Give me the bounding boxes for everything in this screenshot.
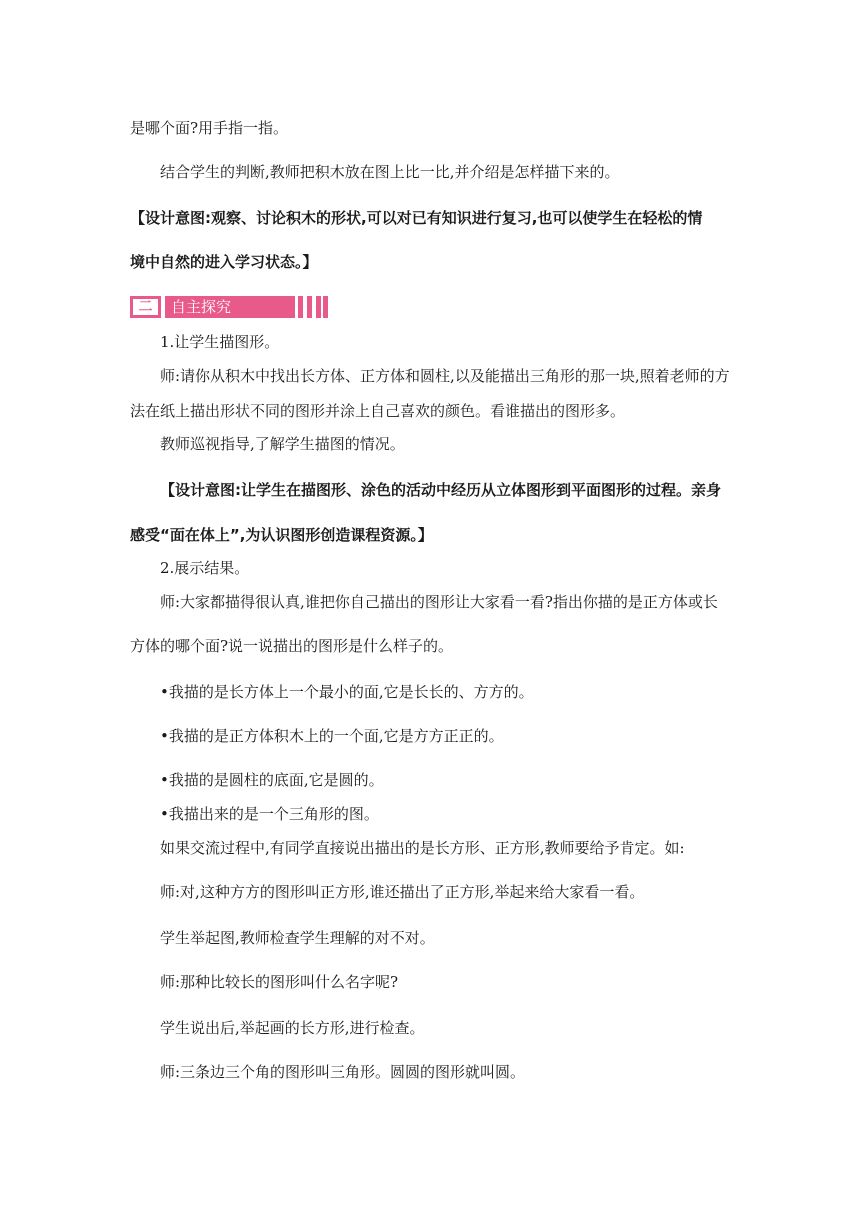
student-answer-2: •我描的是正方体积木上的一个面,它是方方正正的。: [160, 727, 504, 745]
student-answer-3: •我描的是圆柱的底面,它是圆的。: [160, 771, 384, 789]
section-title: 自主探究: [165, 296, 295, 318]
step-2-heading: 2.展示结果。: [160, 559, 250, 577]
section-header: [130, 296, 328, 318]
section-stripes-decoration: [298, 296, 328, 318]
teacher-square: 师:对,这种方方的图形叫正方形,谁还描出了正方形,举起来给大家看一看。: [160, 883, 645, 901]
student-answer-4: •我描出来的是一个三角形的图。: [160, 805, 379, 823]
design-intent-1-line-2: 境中自然的进入学习状态。】: [130, 253, 318, 271]
teacher-show-line-2: 方体的哪个面?说一说描出的图形是什么样子的。: [130, 637, 454, 655]
design-intent-2-line-1: 【设计意图:让学生在描图形、涂色的活动中经历从立体图形到平面图形的过程。亲身: [160, 481, 722, 499]
student-rectangle: 学生说出后,举起画的长方形,进行检查。: [160, 1019, 425, 1037]
teacher-triangle-circle: 师:三条边三个角的图形叫三角形。圆圆的图形就叫圆。: [160, 1063, 526, 1081]
teacher-patrol: 教师巡视指导,了解学生描图的情况。: [160, 435, 405, 453]
teacher-rectangle-question: 师:那种比较长的图形叫什么名字呢?: [160, 973, 399, 991]
teacher-instruction-line-1: 师:请你从积木中找出长方体、正方体和圆柱,以及能描出三角形的那一块,照着老师的方: [160, 367, 730, 385]
student-raise: 学生举起图,教师检查学生理解的对不对。: [160, 929, 435, 947]
design-intent-2-line-2: 感受“面在体上”,为认识图形创造课程资源。】: [130, 526, 433, 544]
section-number: 二: [133, 299, 158, 315]
student-answer-1: •我描的是长方体上一个最小的面,它是长长的、方方的。: [160, 683, 534, 701]
section-number-box: [130, 296, 161, 318]
teacher-instruction-line-2: 法在纸上描出形状不同的图形并涂上自己喜欢的颜色。看谁描出的图形多。: [130, 402, 626, 420]
design-intent-1-line-1: 【设计意图:观察、讨论积木的形状,可以对已有知识进行复习,也可以使学生在轻松的情: [130, 209, 703, 227]
exchange-note: 如果交流过程中,有同学直接说出描出的是长方形、正方形,教师要给予肯定。如:: [160, 839, 685, 857]
paragraph-continuation: 是哪个面?用手指一指。: [130, 119, 289, 137]
step-1-heading: 1.让学生描图形。: [160, 333, 280, 351]
paragraph-teacher-compare: 结合学生的判断,教师把积木放在图上比一比,并介绍是怎样描下来的。: [160, 163, 620, 181]
teacher-show-line-1: 师:大家都描得很认真,谁把你自己描出的图形让大家看一看?指出你描的是正方体或长: [160, 593, 718, 611]
